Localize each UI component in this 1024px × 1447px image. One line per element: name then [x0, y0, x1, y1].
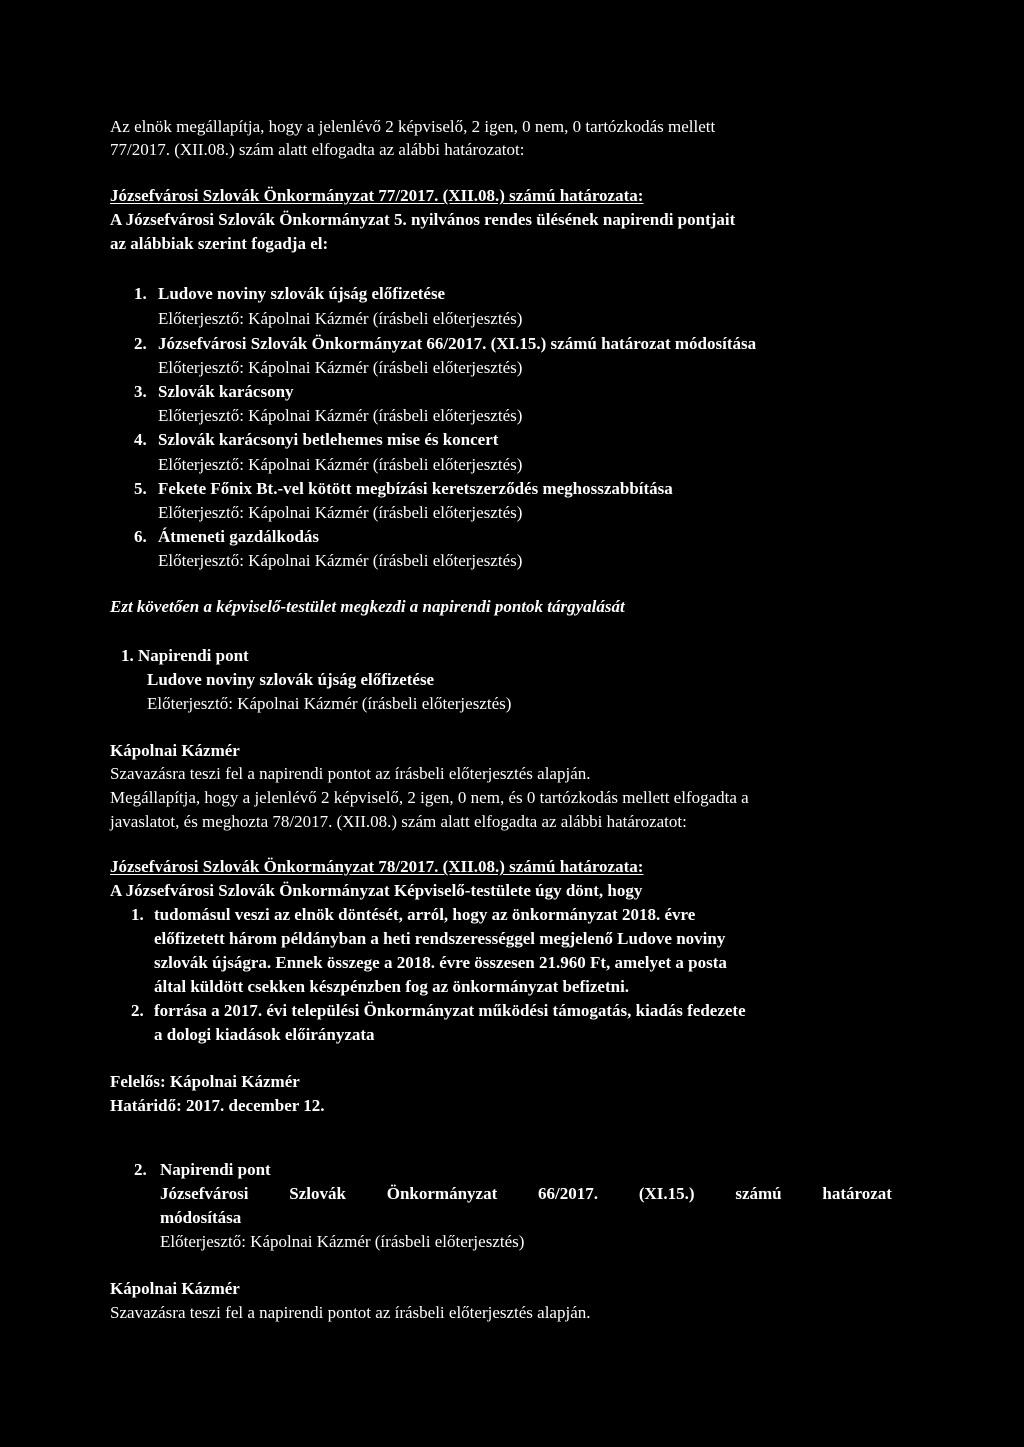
- agenda-item-number: 1.: [134, 284, 147, 303]
- title-word: Józsefvárosi: [160, 1184, 249, 1203]
- resolution-78-intro: A Józsefvárosi Szlovák Önkormányzat Képviselő-testülete úgy dönt, hogy: [110, 881, 643, 900]
- resolution-78-item-1-line-1: tudomásul veszi az elnök döntését, arról, hogy az önkormányzat 2018. évre: [154, 905, 696, 924]
- title-word: határozat: [822, 1184, 892, 1203]
- agenda-item-1-title: [134, 284, 445, 304]
- point-1-speaker: Kápolnai Kázmér: [110, 741, 240, 760]
- agenda-item-2-presenter: Előterjesztő: Kápolnai Kázmér (írásbeli előterjesztés): [158, 358, 523, 377]
- agenda-item-number: 2.: [134, 334, 147, 353]
- point-2-number: 2.: [134, 1160, 147, 1179]
- title-word: (XI.15.): [638, 1184, 695, 1203]
- point-1-title: Ludove noviny szlovák újság előfizetése: [147, 670, 435, 689]
- agenda-item-6-presenter: Előterjesztő: Kápolnai Kázmér (írásbeli előterjesztés): [158, 551, 523, 570]
- point-1-presenter: Előterjesztő: Kápolnai Kázmér (írásbeli előterjesztés): [147, 694, 512, 713]
- intro-line-2: 77/2017. (XII.08.) szám alatt elfogadta az alábbi határozatot:: [110, 140, 525, 159]
- responsible-person: Felelős: Kápolnai Kázmér: [110, 1072, 300, 1091]
- deadline: Határidő: 2017. december 12.: [110, 1096, 325, 1115]
- point-2-heading: Napirendi pont: [160, 1160, 271, 1179]
- point-1-text-3: javaslatot, és meghozta 78/2017. (XII.08.) szám alatt elfogadta az alábbi határozatot:: [110, 812, 687, 831]
- point-2-presenter: Előterjesztő: Kápolnai Kázmér (írásbeli előterjesztés): [160, 1232, 525, 1251]
- agenda-item-title: Fekete Főnix Bt.-vel kötött megbízási keretszerződés meghosszabbítása: [158, 479, 673, 498]
- resolution-78-item-1-number: 1.: [131, 905, 144, 924]
- resolution-78-item-2-line-2: a dologi kiadások előirányzata: [154, 1025, 375, 1044]
- agenda-item-number: 3.: [134, 382, 147, 401]
- resolution-78-item-1-line-4: által küldött csekken készpénzben fog az önkormányzat befizetni.: [154, 977, 630, 996]
- transition-text: Ezt követően a képviselő-testület megkezdi a napirendi pontok tárgyalását: [110, 597, 625, 616]
- agenda-item-3-presenter: Előterjesztő: Kápolnai Kázmér (írásbeli előterjesztés): [158, 406, 523, 425]
- agenda-item-number: 6.: [134, 527, 147, 546]
- agenda-item-4-title: [134, 430, 498, 450]
- agenda-item-4-presenter: Előterjesztő: Kápolnai Kázmér (írásbeli előterjesztés): [158, 455, 523, 474]
- resolution-78-item-1-line-3: szlovák újságra. Ennek összege a 2018. évre összesen 21.960 Ft, amelyet a posta: [154, 953, 727, 972]
- agenda-item-title: Átmeneti gazdálkodás: [158, 527, 320, 546]
- title-word: számú: [735, 1184, 782, 1203]
- agenda-item-3-title: [134, 382, 294, 402]
- title-word: Önkormányzat: [386, 1184, 498, 1203]
- resolution-77-heading: Józsefvárosi Szlovák Önkormányzat 77/2017. (XII.08.) számú határozata:: [110, 186, 644, 205]
- resolution-77-body-line-2: az alábbiak szerint fogadja el:: [110, 234, 329, 253]
- agenda-item-6-title: [134, 527, 319, 547]
- agenda-item-5-title: [134, 479, 673, 499]
- resolution-77-body-line-1: A Józsefvárosi Szlovák Önkormányzat 5. nyilvános rendes ülésének napirendi pontjait: [110, 210, 736, 229]
- agenda-item-number: 5.: [134, 479, 147, 498]
- point-1-heading: 1. Napirendi pont: [121, 646, 249, 665]
- agenda-item-title: Szlovák karácsony: [158, 382, 294, 401]
- resolution-78-item-2-number: 2.: [131, 1001, 144, 1020]
- agenda-item-title: Ludove noviny szlovák újság előfizetése: [158, 284, 446, 303]
- point-2-title-line-1: [160, 1184, 892, 1204]
- agenda-item-title: Szlovák karácsonyi betlehemes mise és koncert: [158, 430, 499, 449]
- agenda-item-2-title: [134, 334, 756, 354]
- intro-line-1: Az elnök megállapítja, hogy a jelenlévő 2 képviselő, 2 igen, 0 nem, 0 tartózkodás mellett: [110, 117, 716, 136]
- agenda-item-title: Józsefvárosi Szlovák Önkormányzat 66/2017. (XI.15.) számú határozat módosítása: [158, 334, 757, 353]
- resolution-78-item-2-line-1: forrása a 2017. évi települési Önkormányzat működési támogatás, kiadás fedezete: [154, 1001, 746, 1020]
- point-1-text-2: Megállapítja, hogy a jelenlévő 2 képviselő, 2 igen, 0 nem, és 0 tartózkodás mellett elfogadta a: [110, 788, 749, 807]
- point-1-text-1: Szavazásra teszi fel a napirendi pontot az írásbeli előterjesztés alapján.: [110, 764, 591, 783]
- resolution-78-heading: Józsefvárosi Szlovák Önkormányzat 78/2017. (XII.08.) számú határozata:: [110, 857, 644, 876]
- agenda-item-number: 4.: [134, 430, 147, 449]
- agenda-item-1-presenter: Előterjesztő: Kápolnai Kázmér (írásbeli előterjesztés): [158, 309, 523, 328]
- title-word: Szlovák: [289, 1184, 346, 1203]
- resolution-78-item-1-line-2: előfizetett három példányban a heti rendszerességgel megjelenő Ludove noviny: [154, 929, 726, 948]
- point-2-title-line-2: módosítása: [160, 1208, 242, 1227]
- point-2-text-1: Szavazásra teszi fel a napirendi pontot az írásbeli előterjesztés alapján.: [110, 1303, 591, 1322]
- point-2-speaker: Kápolnai Kázmér: [110, 1279, 240, 1298]
- agenda-item-5-presenter: Előterjesztő: Kápolnai Kázmér (írásbeli előterjesztés): [158, 503, 523, 522]
- title-word: 66/2017.: [538, 1184, 599, 1203]
